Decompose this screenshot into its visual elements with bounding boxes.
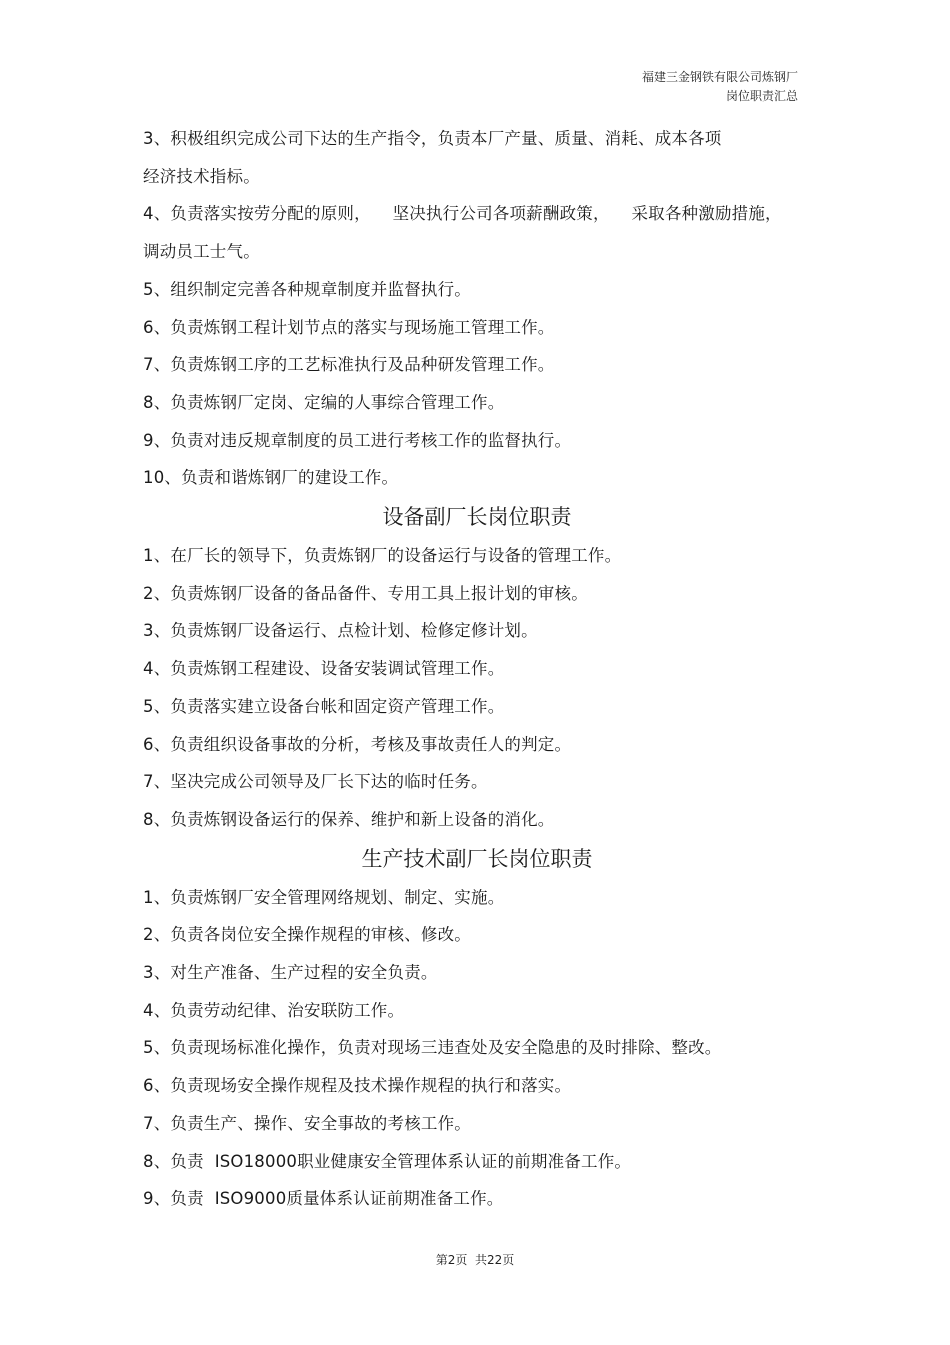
duty-line: 9、负责 ISO9000质量体系认证前期准备工作。 <box>143 1189 504 1209</box>
duty-line: 4、负责劳动纪律、治安联防工作。 <box>143 1000 405 1020</box>
duty-line: 6、负责组织设备事故的分析，考核及事故责任人的判定。 <box>143 734 572 754</box>
duty-line: 5、负责落实建立设备台帐和固定资产管理工作。 <box>143 696 505 716</box>
header-doc-title: 岗位职责汇总 <box>725 89 798 103</box>
header-company: 福建三金钢铁有限公司炼钢厂 <box>641 70 798 84</box>
duty-line: 4、负责炼钢工程建设、设备安装调试管理工作。 <box>143 659 505 679</box>
duties-list-1 <box>143 120 803 497</box>
section-title-production: 生产技术副厂长岗位职责 <box>361 846 593 871</box>
duty-line: 2、负责炼钢厂设备的备品备件、专用工具上报计划的审核。 <box>143 583 588 603</box>
duty-line: 8、负责 ISO18000职业健康安全管理体系认证的前期准备工作。 <box>143 1151 632 1171</box>
page-number: 第2页 共22页 <box>435 1253 515 1267</box>
duty-line: 1、负责炼钢厂安全管理网络规划、制定、实施。 <box>143 887 505 907</box>
duty-line: 5、负责现场标准化操作，负责对现场三违查处及安全隐患的及时排除、整改。 <box>143 1038 722 1058</box>
duty-line: 10、负责和谐炼钢厂的建设工作。 <box>143 468 399 488</box>
duty-line: 8、负责炼钢设备运行的保养、维护和新上设备的消化。 <box>143 809 555 829</box>
duty-line: 4、负责落实按劳分配的原则， 坚决执行公司各项薪酬政策， 采取各种激励措施， <box>143 204 782 224</box>
duty-line: 7、负责炼钢工序的工艺标准执行及品种研发管理工作。 <box>143 355 555 375</box>
section-title-equipment: 设备副厂长岗位职责 <box>382 505 572 530</box>
duty-line: 3、负责炼钢厂设备运行、点检计划、检修定修计划。 <box>143 621 538 641</box>
duty-line: 6、负责现场安全操作规程及技术操作规程的执行和落实。 <box>143 1076 572 1096</box>
duty-line: 5、组织制定完善各种规章制度并监督执行。 <box>143 279 471 299</box>
duties-list-equipment <box>143 537 803 839</box>
document-body <box>143 120 803 1218</box>
duty-line: 经济技术指标。 <box>143 166 260 186</box>
duty-line: 7、坚决完成公司领导及厂长下达的临时任务。 <box>143 772 488 792</box>
page-footer <box>0 1251 950 1268</box>
duty-line: 7、负责生产、操作、安全事故的考核工作。 <box>143 1113 471 1133</box>
duty-line: 调动员工士气。 <box>143 242 260 262</box>
duties-list-production <box>143 879 803 1218</box>
duty-line: 1、在厂长的领导下，负责炼钢厂的设备运行与设备的管理工作。 <box>143 546 622 566</box>
duty-line: 3、积极组织完成公司下达的生产指令，负责本厂产量、质量、消耗、成本各项 <box>143 129 722 148</box>
duty-line: 6、负责炼钢工程计划节点的落实与现场施工管理工作。 <box>143 317 555 337</box>
duty-line: 3、对生产准备、生产过程的安全负责。 <box>143 963 438 983</box>
duty-line: 2、负责各岗位安全操作规程的审核、修改。 <box>143 925 471 945</box>
page-header <box>642 68 798 106</box>
duty-line: 8、负责炼钢厂定岗、定编的人事综合管理工作。 <box>143 392 505 412</box>
duty-line: 9、负责对违反规章制度的员工进行考核工作的监督执行。 <box>143 430 572 450</box>
